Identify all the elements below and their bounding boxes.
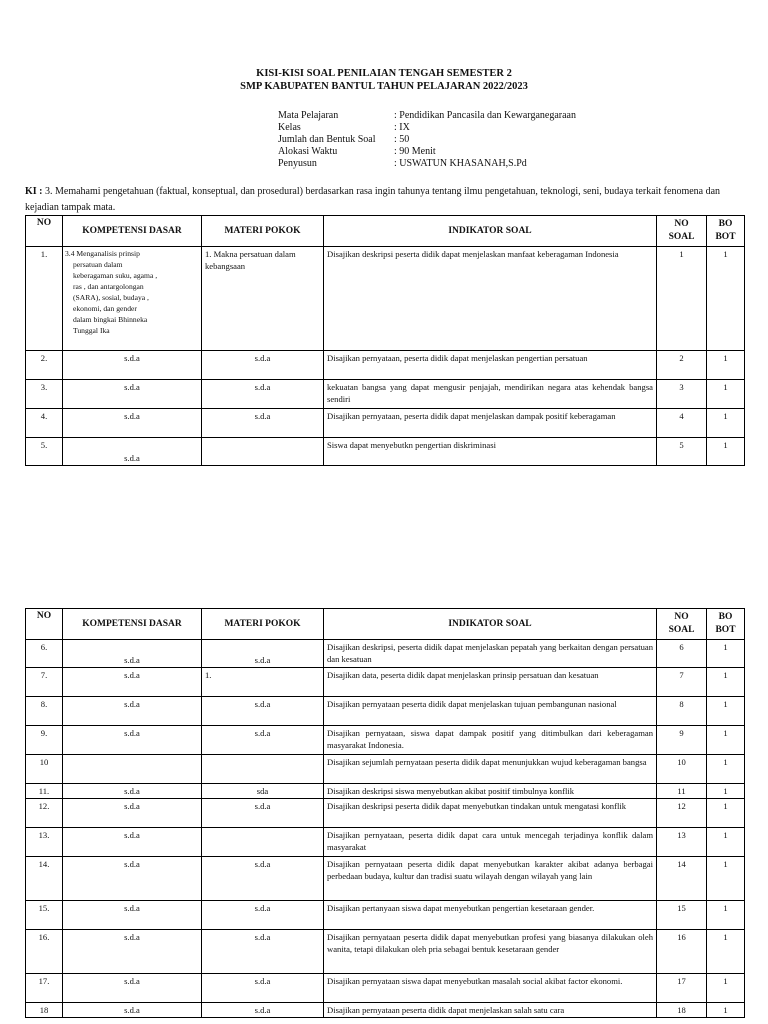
info-row: Kelas : IX — [278, 122, 410, 133]
table-row: 1. 3.4 Menganalisis prinsip persatuan dalam keberagaman suku, agama , ras , dan antargolongan (SARA), sosial, budaya , ekonomi, dan gender dalam bingkai Bhinneka Tunggal Ika 1. Makna persatuan dalam kebangsaan Disajikan deskripsi peserta didik dapat menjelaskan manfaat keberagaman Indonesia 1 1 — [26, 247, 745, 351]
table-row: 4. s.d.a s.d.a Disajikan pernyataan, peserta didik dapat menjelaskan dampak positif keberagaman 4 1 — [26, 409, 745, 438]
info-row: Jumlah dan Bentuk Soal : 50 — [278, 134, 410, 145]
info-row: Alokasi Waktu : 90 Menit — [278, 146, 436, 157]
document-subtitle: SMP KABUPATEN BANTUL TAHUN PELAJARAN 2022/2023 — [240, 81, 528, 92]
header-no-soal: NO SOAL — [657, 609, 707, 640]
table-row: 18 s.d.a s.d.a Disajikan pernyataan peserta didik dapat menjelaskan salah satu cara 18 1 — [26, 1003, 745, 1018]
header-kompetensi-dasar: KOMPETENSI DASAR — [63, 609, 202, 640]
header-no: NO — [26, 609, 63, 640]
table-row: 13. s.d.a Disajikan pernyataan, peserta didik dapat cara untuk mencegah terjadinya konflik dalam masyarakat 13 1 — [26, 828, 745, 857]
header-bobot: BO BOT — [707, 216, 745, 247]
header-materi-pokok: MATERI POKOK — [202, 609, 324, 640]
kisi-table-2 — [25, 608, 745, 1018]
table-row: 17. s.d.a s.d.a Disajikan pernyataan siswa dapat menyebutkan masalah social akibat factor ekonomi. 17 1 — [26, 974, 745, 1003]
header-indikator-soal: INDIKATOR SOAL — [324, 609, 657, 640]
table-row: 10 Disajikan sejumlah pernyataan peserta didik dapat menunjukkan wujud keberagaman bangsa 10 1 — [26, 755, 745, 784]
table-row: 15. s.d.a s.d.a Disajikan pertanyaan siswa dapat menyebutkan pengertian kesetaraan gender. 15 1 — [26, 901, 745, 930]
header-no-soal: NO SOAL — [657, 216, 707, 247]
table-row: 5. s.d.a Siswa dapat menyebutkn pengertian diskriminasi 5 1 — [26, 438, 745, 466]
table-row: 11. s.d.a sda Disajikan deskripsi siswa menyebutkan akibat positif timbulnya konflik 11 1 — [26, 784, 745, 799]
table-row: 7. s.d.a 1. Disajikan data, peserta didik dapat menjelaskan prinsip persatuan dan kesatuan 7 1 — [26, 668, 745, 697]
table-row: 3. s.d.a s.d.a kekuatan bangsa yang dapat mengusir penjajah, mendirikan negara atas kehendak bangsa sendiri 3 1 — [26, 380, 745, 409]
header-kompetensi-dasar: KOMPETENSI DASAR — [63, 216, 202, 247]
document-title: KISI-KISI SOAL PENILAIAN TENGAH SEMESTER 2 — [256, 68, 512, 79]
table-row: 8. s.d.a s.d.a Disajikan pernyataan peserta didik dapat menjelaskan tujuan pembangunan nasional 8 1 — [26, 697, 745, 726]
table-header-row — [26, 216, 745, 247]
table-row: 2. s.d.a s.d.a Disajikan pernyataan, peserta didik dapat menjelaskan pengertian persatuan 2 1 — [26, 351, 745, 380]
header-materi-pokok: MATERI POKOK — [202, 216, 324, 247]
header-no: NO — [26, 216, 63, 247]
info-block — [278, 110, 576, 170]
table-row: 12. s.d.a s.d.a Disajikan deskripsi peserta didik dapat menyebutkan tindakan untuk mengatasi konflik 12 1 — [26, 799, 745, 828]
info-row: Penyusun : USWATUN KHASANAH,S.Pd — [278, 158, 527, 169]
table-row: 6. s.d.a s.d.a Disajikan deskripsi, peserta didik dapat menjelaskan pepatah yang berkaitan dengan persatuan dan kesatuan 6 1 — [26, 640, 745, 668]
table-row: 16. s.d.a s.d.a Disajikan pernyataan peserta didik dapat menyebutkan profesi yang biasanya dilakukan oleh wanita, tetapi dilakukan oleh pria sebagai bentuk kesetaraan gender 16 1 — [26, 930, 745, 974]
info-row: Mata Pelajaran : Pendidikan Pancasila dan Kewarganegaraan — [278, 110, 576, 121]
table-row: 9. s.d.a s.d.a Disajikan pernyataan, siswa dapat dampak positif yang ditimbulkan dari keberagaman masyarakat Indonesia. 9 1 — [26, 726, 745, 755]
table-header-row — [26, 609, 745, 640]
header-indikator-soal: INDIKATOR SOAL — [324, 216, 657, 247]
ki-statement: KI : 3. Memahami pengetahuan (faktual, konseptual, dan prosedural) berdasarkan rasa ingin tahunya tentang ilmu pengetahuan, teknologi, seni, budaya terkait fenomena dan kejadian tampak mata. — [25, 186, 721, 213]
kd-cell: 3.4 Menganalisis prinsip persatuan dalam keberagaman suku, agama , ras , dan antargolongan (SARA), sosial, budaya , ekonomi, dan gender dalam bingkai Bhinneka Tunggal Ika — [63, 247, 202, 351]
table-row: 14. s.d.a s.d.a Disajikan pernyataan peserta didik dapat menyebutkan karakter akibat adanya berbagai perbedaan budaya, kultur dan tradisi suatu wilayah dengan wilayah yang lain 14 1 — [26, 857, 745, 901]
header-bobot: BO BOT — [707, 609, 745, 640]
kisi-table-1 — [25, 215, 745, 466]
